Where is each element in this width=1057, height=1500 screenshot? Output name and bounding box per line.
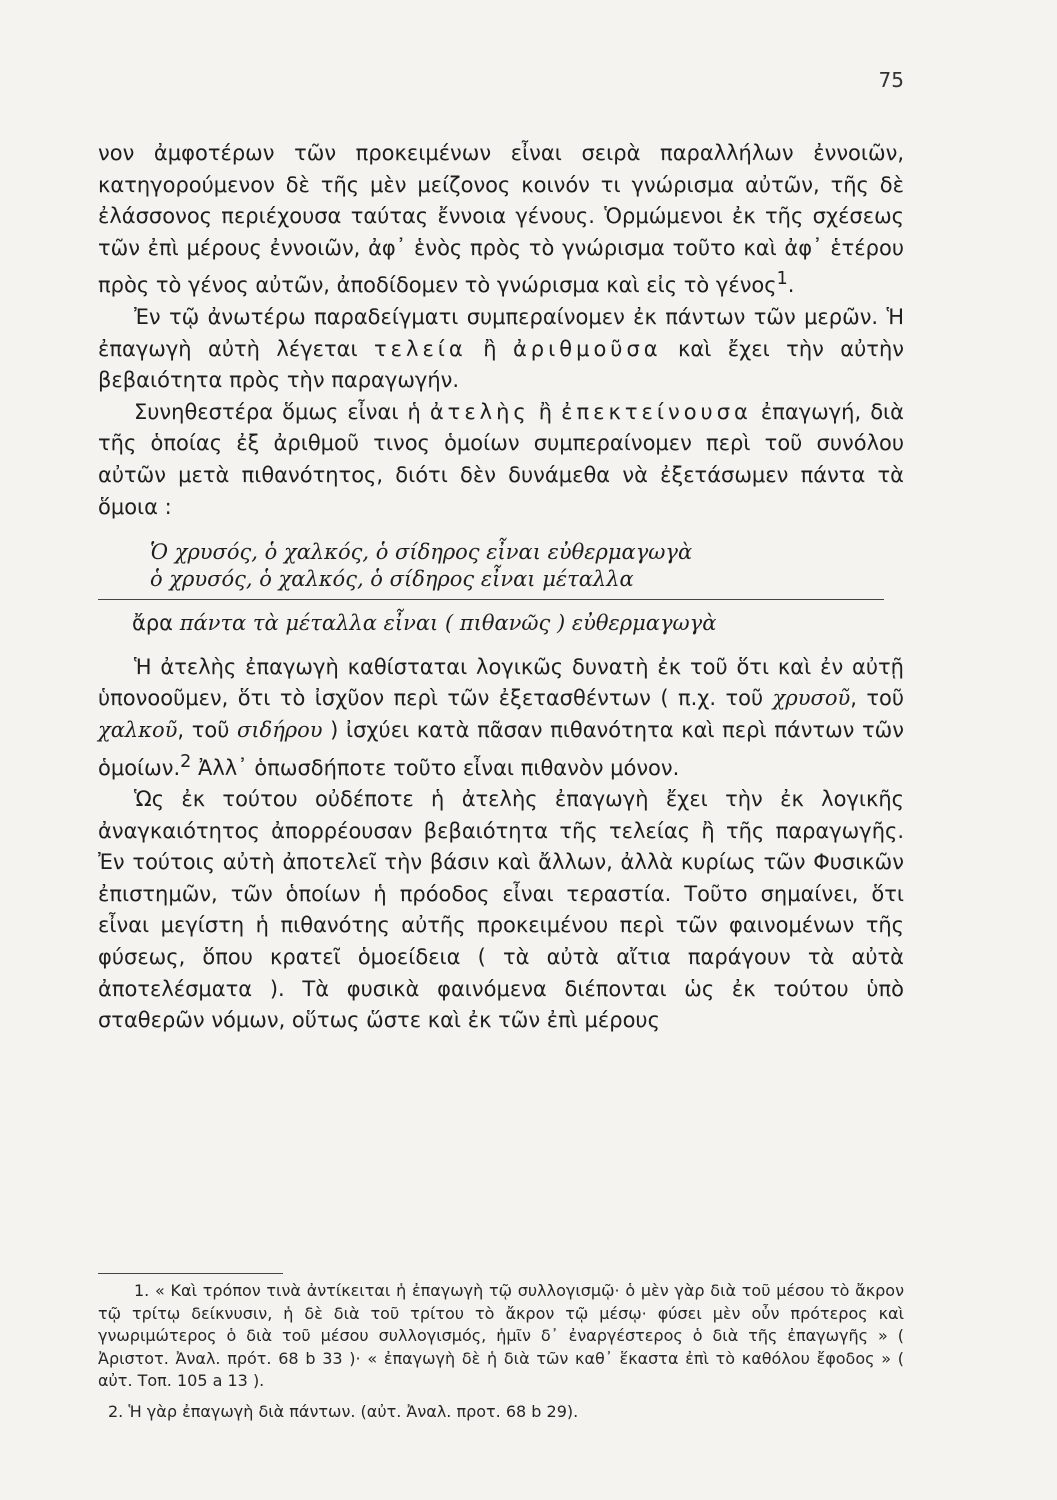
- body-text: [98, 138, 904, 1037]
- paragraph: νον ἀμφοτέρων τῶν προκειμένων εἶναι σειρὰ παραλλήλων ἐννοιῶν, κατηγορούμενον δὲ τῆς μὲν μείζονος κοινόν τι γνώρισμα αὐτῶν, τῆς δὲ ἐλάσσονος περιέχουσα ταύτας ἔννοια γένους. Ὁρμώμενοι ἐκ τῆς σχέσεως τῶν ἐπὶ μέρους ἐννοιῶν, ἀφ᾽ ἑνὸς πρὸς τὸ γνώρισμα τοῦτο καὶ ἀφ᾽ ἑτέρου πρὸς τὸ γένος αὐτῶν, ἀποδίδομεν τὸ γνώρισμα καὶ εἰς τὸ γένος$^1$.: [98, 141, 904, 298]
- paragraph: Ὡς ἐκ τούτου οὐδέποτε ἡ ἀτελὴς ἐπαγωγὴ ἔχει τὴν ἐκ λογικῆς ἀναγκαιότητος ἀπορρέουσαν βεβαιότητα τῆς τελείας ἢ τῆς παραγωγῆς. Ἐν τούτοις αὐτὴ ἀποτελεῖ τὴν βάσιν καὶ ἄλλων, ἀλλὰ κυρίως τῶν Φυσικῶν ἐπιστημῶν, τῶν ὁποίων ἡ πρόοδος εἶναι τεραστία. Τοῦτο σημαίνει, ὅτι εἶναι μεγίστη ἡ πιθανότης αὐτῆς προκειμένου περὶ τῶν φαινομένων τῆς φύσεως, ὅπου κρατεῖ ὁμοείδεια ( τὰ αὐτὰ αἴτια παράγουν τὰ αὐτὰ ἀποτελέσματα ). Τὰ φυσικὰ φαινόμενα διέπονται ὡς ἐκ τούτου ὑπὸ σταθερῶν νόμων, οὕτως ὥστε καὶ ἐκ τῶν ἐπὶ μέρους: [98, 787, 904, 1033]
- spaced-term: τελεία: [374, 336, 467, 361]
- footnote-ref: 1: [776, 269, 788, 290]
- syllogism-premise: Ὁ χρυσός, ὁ χαλκός, ὁ σίδηρος εἶναι εὐθερμαγωγὰ: [150, 540, 693, 565]
- spaced-term: ἐπεκτείνουσα: [561, 399, 752, 424]
- paragraph: Συνηθεστέρα ὅμως εἶναι ἡ ἀτελὴς ἢ ἐπεκτείνουσα ἐπαγωγή, διὰ τῆς ὁποίας ἐξ ἀριθμοῦ τινος ὁμοίων συμπεραίνομεν περὶ τοῦ συνόλου αὐτῶν μετὰ πιθανότητος, διότι δὲν δυνάμεθα νὰ ἐξετάσωμεν πάντα τὰ ὅμοια :: [98, 399, 904, 519]
- footnote-ref: 2: [180, 751, 192, 772]
- footnote-divider: [98, 1273, 283, 1274]
- footnotes: [98, 1280, 904, 1423]
- syllogism-premise: ὁ χρυσός, ὁ χαλκός, ὁ σίδηρος εἶναι μέταλλα: [150, 567, 634, 592]
- syllogism-example: [98, 539, 904, 640]
- footnote: 2. Ἡ γὰρ ἐπαγωγὴ διὰ πάντων. (αὐτ. Ἀναλ. προτ. 68 b 29).: [108, 1401, 579, 1421]
- syllogism-divider: [98, 599, 884, 600]
- footnote: 1. « Καὶ τρόπον τινὰ ἀντίκειται ἡ ἐπαγωγὴ τῷ συλλογισμῷ· ὁ μὲν γὰρ διὰ τοῦ μέσου τὸ ἄκρον τῷ τρίτῳ δείκνυσιν, ἡ δὲ διὰ τοῦ τρίτου τὸ ἄκρον τῷ μέσῳ· φύσει μὲν οὖν πρότερος καὶ γνωριμώτερος ὁ διὰ τοῦ μέσου συλλογισμός, ἡμῖν δ᾽ ἐναργέστερος ὁ διὰ τῆς ἐπαγωγῆς » ( Ἀριστοτ. Ἀναλ. πρότ. 68 b 33 )· « ἐπαγωγὴ δὲ ἡ διὰ τῶν καθ᾽ ἕκαστα ἐπὶ τὸ καθόλου ἔφοδος » ( αὐτ. Τοπ. 105 a 13 ).: [98, 1281, 904, 1390]
- paragraph: Ἐν τῷ ἀνωτέρω παραδείγματι συμπεραίνομεν ἐκ πάντων τῶν μερῶν. Ἡ ἐπαγωγὴ αὐτὴ λέγεται τελεία ἢ ἀριθμοῦσα καὶ ἔχει τὴν αὐτὴν βεβαιότητα πρὸς τὴν παραγωγήν.: [98, 304, 904, 393]
- paragraph: Ἡ ἀτελὴς ἐπαγωγὴ καθίσταται λογικῶς δυνατὴ ἐκ τοῦ ὅτι καὶ ἐν αὐτῇ ὑπονοοῦμεν, ὅτι τὸ ἰσχῦον περὶ τῶν ἐξετασθέντων ( π.χ. τοῦ χρυσοῦ, τοῦ χαλκοῦ, τοῦ σιδήρου ) ἰσχύει κατὰ πᾶσαν πιθανότητα καὶ περὶ πάντων τῶν ὁμοίων.$^2$ Ἀλλ᾽ ὁπωσδήποτε τοῦτο εἶναι πιθανὸν μόνον.: [98, 654, 904, 780]
- syllogism-conclusion: ἄρα πάντα τὰ μέταλλα εἶναι ( πιθανῶς ) εὐθερμαγωγὰ: [132, 611, 717, 636]
- spaced-term: ἀτελὴς: [429, 399, 530, 424]
- spaced-term: ἀριθμοῦσα: [512, 336, 662, 361]
- page-number: 75: [878, 68, 904, 92]
